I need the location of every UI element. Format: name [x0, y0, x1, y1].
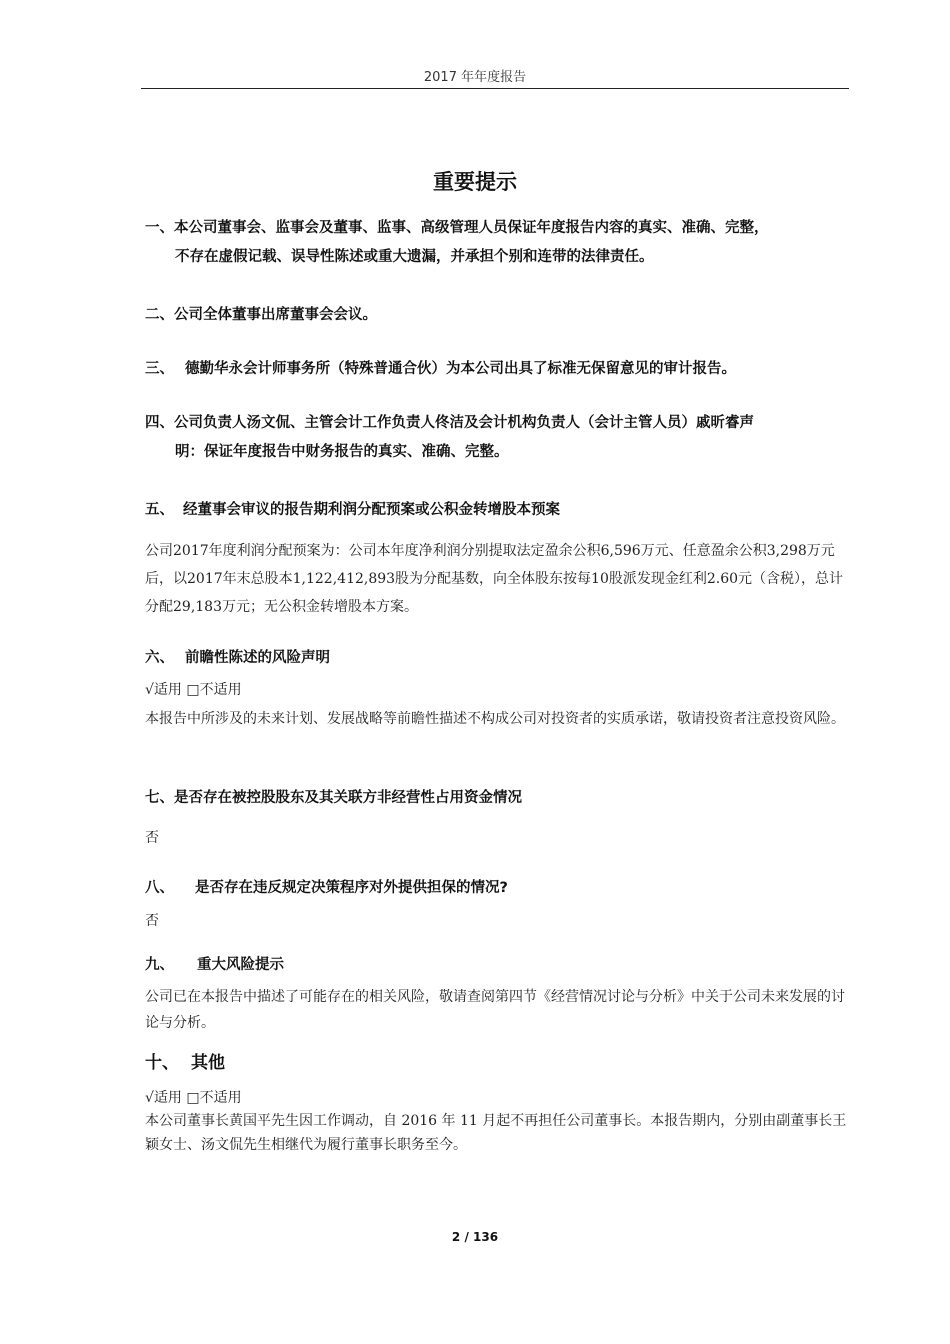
section-3: [145, 355, 851, 384]
section-7-answer: 否: [145, 830, 159, 846]
section-4-line2: 明：保证年度报告中财务报告的真实、准确、完整。: [175, 444, 509, 460]
section-3-number: 三、: [145, 361, 174, 377]
section-7-number: 七、: [145, 790, 174, 806]
section-10-number: 十、: [145, 1053, 179, 1073]
section-8: [145, 874, 851, 903]
header-divider: [141, 88, 849, 89]
section-10-option: √适用 □不适用: [145, 1090, 242, 1106]
section-7-heading: 是否存在被控股股东及其关联方非经营性占用资金情况: [174, 790, 522, 806]
section-7: [145, 784, 851, 813]
page-header-title: 2017 年年度报告: [423, 70, 527, 85]
section-8-heading: 是否存在违反规定决策程序对外提供担保的情况?: [195, 880, 508, 896]
section-6-heading: 前瞻性陈述的风险声明: [185, 650, 330, 666]
section-9-body: 公司已在本报告中描述了可能存在的相关风险，敬请查阅第四节《经营情况讨论与分析》中关于公司未来发展的讨论与分析。: [145, 989, 845, 1031]
section-2-text: 公司全体董事出席董事会会议。: [174, 307, 377, 323]
section-6-number: 六、: [145, 650, 174, 666]
section-10-body: 本公司董事长黄国平先生因工作调动，自 2016 年 11 月起不再担任公司董事长。本报告期内，分别由副董事长王颖女士、汤文侃先生相继代为履行董事长职务至今。: [145, 1113, 847, 1153]
section-8-answer: 否: [145, 913, 159, 929]
section-5-heading: 经董事会审议的报告期利润分配预案或公积金转增股本预案: [183, 502, 560, 518]
section-5-number: 五、: [145, 502, 174, 518]
section-1-line1: 本公司董事会、监事会及董事、监事、高级管理人员保证年度报告内容的真实、准确、完整，: [174, 220, 769, 236]
section-5: [145, 496, 851, 525]
section-1-line2: 不存在虚假记载、误导性陈述或重大遗漏，并承担个别和连带的法律责任。: [175, 249, 654, 265]
section-9: [145, 951, 851, 980]
section-4: [145, 409, 851, 467]
section-6: [145, 644, 851, 673]
section-4-line1: 公司负责人汤文侃、主管会计工作负责人佟洁及会计机构负责人（会计主管人员）戚昕睿声: [174, 415, 754, 431]
section-2-number: 二、: [145, 307, 174, 323]
section-1-number: 一、: [145, 220, 174, 236]
section-6-option: √适用 □不适用: [145, 682, 242, 698]
section-2: [145, 301, 851, 330]
section-1: [145, 214, 851, 272]
section-3-text: 德勤华永会计师事务所（特殊普通合伙）为本公司出具了标准无保留意见的审计报告。: [185, 361, 736, 377]
section-10: [145, 1049, 851, 1078]
section-8-number: 八、: [145, 880, 174, 896]
section-4-number: 四、: [145, 415, 174, 431]
section-9-number: 九、: [145, 957, 174, 973]
section-6-body: 本报告中所涉及的未来计划、发展战略等前瞻性描述不构成公司对投资者的实质承诺，敬请投资者注意投资风险。: [145, 711, 845, 727]
page-number: 2 / 136: [451, 1230, 499, 1244]
section-5-body: 公司2017年度利润分配预案为：公司本年度净利润分别提取法定盈余公积6,596万元、任意盈余公积3,298万元后，以2017年末总股本1,122,412,893股为分配基数，向全体股东按每10股派发现金红利2.60元（含税），总计分配29,183万元；无公积金转增股本方案。: [145, 543, 844, 615]
document-title: 重要提示: [433, 170, 517, 194]
section-10-heading: 其他: [191, 1053, 225, 1073]
section-9-heading: 重大风险提示: [197, 957, 284, 973]
